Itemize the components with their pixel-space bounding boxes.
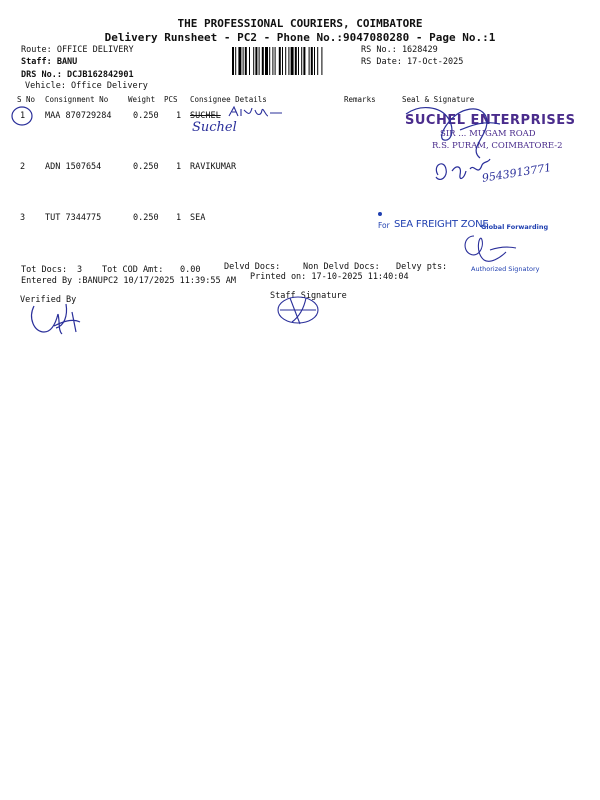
tot-docs-value: 3 [77,265,83,275]
row-1-sno: 1 [20,111,26,121]
sea-stamp-name: SEA FREIGHT ZONE [394,219,489,230]
delvd-docs-label: Delvd Docs: [224,262,281,272]
suchel-stamp-address-2: R.S. PURAM, COIMBATORE-2 [432,141,563,151]
suchel-stamp-address-1: SIR ... MUGAM ROAD [440,129,536,139]
sea-stamp-authorized: Authorized Signatory [471,265,540,273]
tot-docs-label: Tot Docs: [21,265,68,275]
row-3-sno: 3 [20,213,26,223]
staff-label: Staff: BANU [21,57,78,67]
rs-date: RS Date: 17-Oct-2025 [361,57,464,67]
col-consignment: Consignment No [45,95,109,104]
row-3-weight: 0.250 [133,213,159,223]
staff-signature-label: Staff Signature [270,291,347,301]
col-pcs: PCS [164,95,178,104]
vehicle-label: Vehicle: Office Delivery [25,81,148,91]
entered-by: Entered By :BANUPC2 10/17/2025 11:39:55 AM [21,276,236,286]
delvy-pts-label: Delvy pts: [396,262,448,272]
row-3-pcs: 1 [176,213,182,223]
verified-by-label: Verified By [20,295,77,305]
row-1-pcs: 1 [176,111,182,121]
row-1-consignment: MAA 870729284 [45,111,112,121]
col-consignee: Consignee Details [190,95,267,104]
col-weight: Weight [128,95,156,104]
sea-stamp-for: For [378,221,390,230]
verified-signature [28,296,83,341]
row-2-consignment: ADN 1507654 [45,162,102,172]
row-2-sno: 2 [20,162,26,172]
row-1-consignee: SUCHEL [190,111,221,121]
col-seal: Seal & Signature [402,95,475,104]
row-3-consignee: SEA [190,213,206,223]
row-2-consignee: RAVIKUMAR [190,162,237,172]
col-remarks: Remarks [344,95,376,104]
tot-cod-value: 0.00 [180,265,201,275]
printed-on: Printed on: 17-10-2025 11:40:04 [250,272,409,282]
col-sno: S No [17,95,36,104]
route-label: Route: OFFICE DELIVERY [21,45,134,55]
sea-signature [460,230,530,270]
barcode [232,47,358,75]
non-delvd-docs-label: Non Delvd Docs: [303,262,380,272]
stamp-dot [378,212,382,216]
staff-signature [270,292,325,332]
suchel-stamp-name: SUCHEL ENTERPRISES [405,113,576,128]
row-1-handwritten-name: Suchel [192,120,237,135]
row-1-weight: 0.250 [133,111,159,121]
tot-cod-label: Tot COD Amt: [102,265,164,275]
runsheet-title: Delivery Runsheet - PC2 - Phone No.:9047080280 - Page No.:1 [104,31,496,44]
sea-stamp-sub: Global Forwarding [481,223,549,231]
row-3-consignment: TUT 7344775 [45,213,102,223]
row-1-circle-mark [9,104,35,128]
row-2-weight: 0.250 [133,162,159,172]
company-title: THE PROFESSIONAL COURIERS, COIMBATORE [177,17,423,30]
row-2-handwritten-phone: 9543913771 [481,161,553,185]
row-2-pcs: 1 [176,162,182,172]
drs-number: DRS No.: DCJB162842901 [21,70,134,80]
rs-number: RS No.: 1628429 [361,45,438,55]
